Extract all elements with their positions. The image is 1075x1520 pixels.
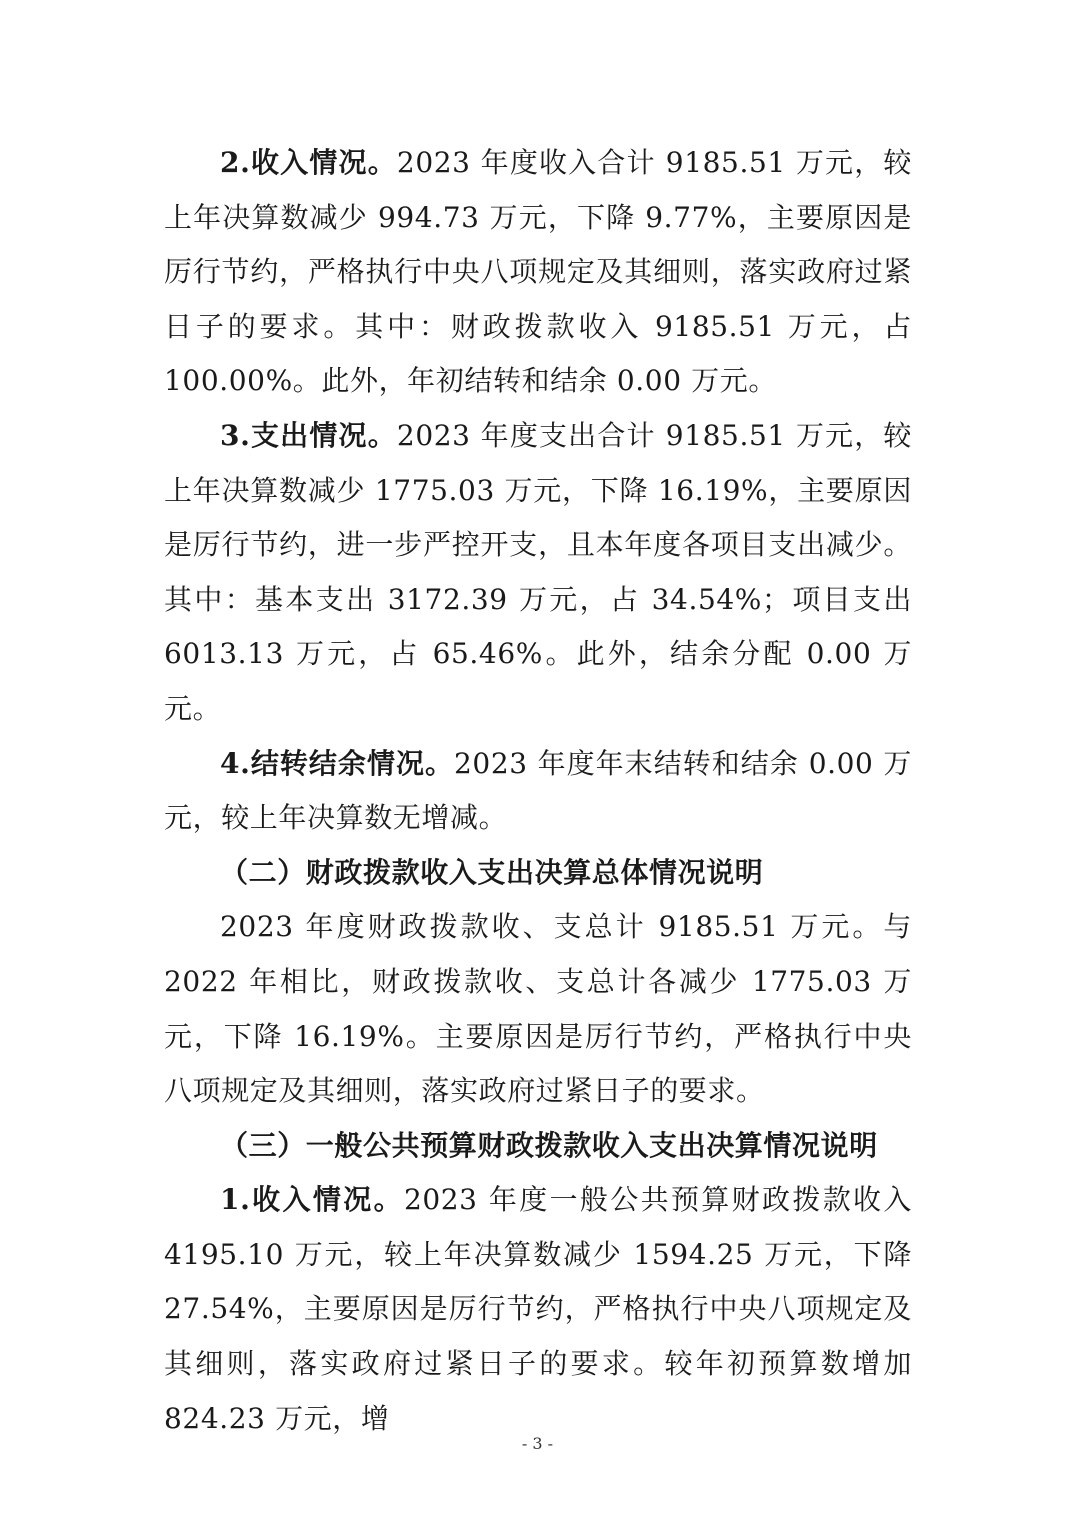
paragraph-text: 2023 年度收入合计 9185.51 万元，较上年决算数减少 994.73 万元，下降 9.77%，主要原因是厉行节约，严格执行中央八项规定及其细则，落实政府过紧日子的要求。其中：财政拨款收入 9185.51 万元，占 100.00%。此外，年初结转和结余 0.00 万元。 — [164, 146, 912, 398]
paragraph-fiscal-total — [164, 900, 912, 1118]
section-heading-2: （二）财政拨款收入支出决算总体情况说明 — [220, 855, 764, 889]
paragraph-income — [164, 136, 912, 409]
section-heading-3: （三）一般公共预算财政拨款收入支出决算情况说明 — [220, 1128, 878, 1162]
paragraph-general-budget-income — [164, 1173, 912, 1446]
paragraph-lead: 3.支出情况。 — [220, 418, 397, 452]
paragraph-lead: 1.收入情况。 — [220, 1183, 404, 1217]
document-body — [164, 136, 912, 1446]
paragraph-carryover — [164, 737, 912, 846]
paragraph-lead: 4.结转结余情况。 — [220, 746, 455, 780]
page-number: - 3 - — [521, 1434, 554, 1453]
paragraph-text: 2023 年度年末结转和结余 0.00 万元，较上年决算数无增减。 — [164, 746, 912, 835]
paragraph-text: 2023 年度一般公共预算财政拨款收入 4195.10 万元，较上年决算数减少 1594.25 万元，下降 27.54%，主要原因是厉行节约，严格执行中央八项规定及其细则，落实政府过紧日子的要求。较年初预算数增加 824.23 万元，增 — [164, 1183, 912, 1435]
paragraph-expenditure — [164, 409, 912, 737]
paragraph-text: 2023 年度财政拨款收、支总计 9185.51 万元。与 2022 年相比，财政拨款收、支总计各减少 1775.03 万元，下降 16.19%。主要原因是厉行节约，严格执行中央八项规定及其细则，落实政府过紧日子的要求。 — [164, 910, 912, 1108]
paragraph-lead: 2.收入情况。 — [220, 146, 397, 179]
paragraph-text: 2023 年度支出合计 9185.51 万元，较上年决算数减少 1775.03 万元，下降 16.19%，主要原因是厉行节约，进一步严控开支，且本年度各项目支出减少。其中：基本支出 3172.39 万元，占 34.54%；项目支出 6013.13 万元，占 65.46%。此外，结余分配 0.00 万元。 — [164, 418, 912, 725]
